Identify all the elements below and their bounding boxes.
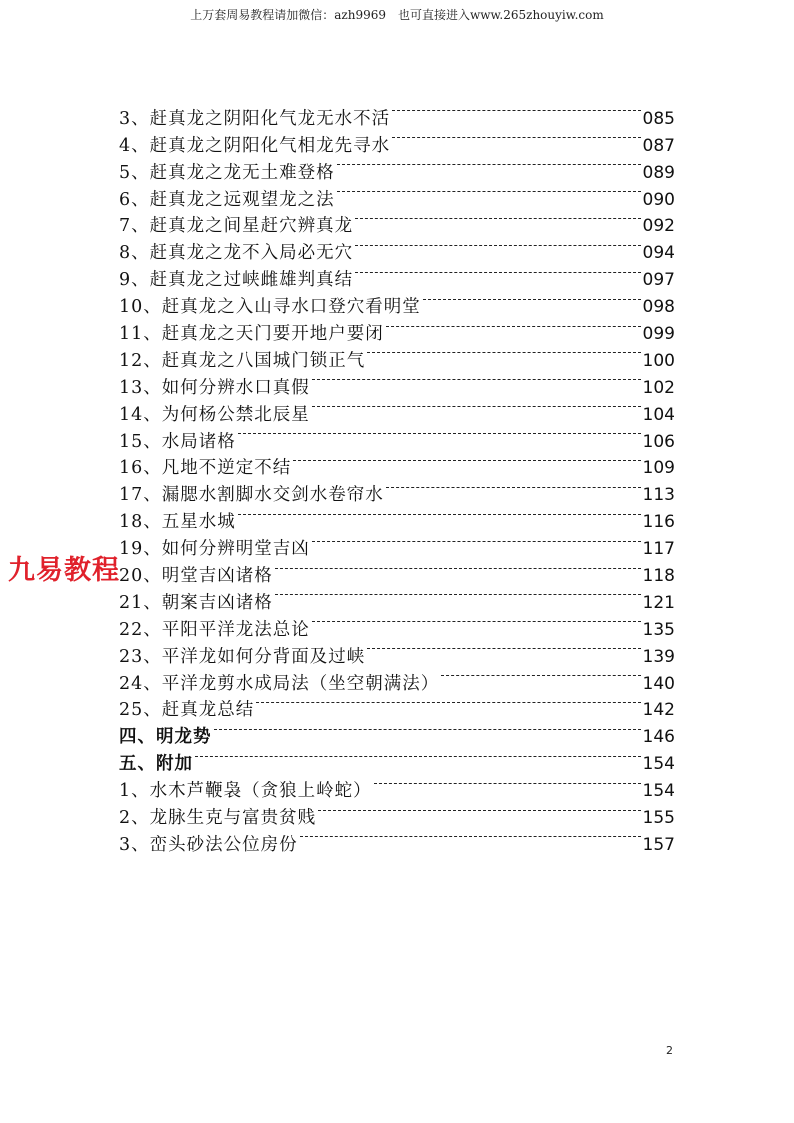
toc-entry-page: 102 <box>642 377 675 398</box>
toc-leader-dashes <box>337 178 641 205</box>
toc-leader-dashes <box>355 231 640 258</box>
toc-entry-title: 8、赶真龙之龙不入局必无穴 <box>119 243 354 264</box>
toc-leader-dashes <box>374 769 641 796</box>
toc-leader-dashes <box>423 285 641 312</box>
toc-entry-page: 109 <box>642 458 675 479</box>
toc-entry-title: 3、峦头砂法公位房份 <box>119 834 298 855</box>
watermark-logo: 九易教程 <box>8 555 120 586</box>
toc-entry-title: 19、如何分辨明堂吉凶 <box>119 539 310 560</box>
toc-entry-title: 17、漏腮水割脚水交剑水卷帘水 <box>119 485 384 506</box>
toc-leader-dashes <box>441 662 640 689</box>
toc-entry-page: 139 <box>642 646 675 667</box>
page-number: 2 <box>666 1044 673 1057</box>
toc-leader-dashes <box>367 339 640 366</box>
toc-entry-page: 113 <box>642 485 675 506</box>
toc-entry-page: 087 <box>642 135 675 156</box>
toc-entry-title: 3、赶真龙之阴阳化气龙无水不活 <box>119 108 391 129</box>
toc-entry-page: 092 <box>642 216 675 237</box>
toc-entry-page: 157 <box>642 834 675 855</box>
toc-leader-dashes <box>214 715 641 742</box>
toc-entry-title: 16、凡地不逆定不结 <box>119 458 292 479</box>
toc-leader-dashes <box>312 366 641 393</box>
toc-entry-title: 23、平洋龙如何分背面及过峡 <box>119 646 366 667</box>
toc-entry-page: 097 <box>642 270 675 291</box>
toc-entry-page: 089 <box>642 162 675 183</box>
toc-entry-page: 104 <box>642 404 675 425</box>
toc-entry <box>119 769 675 802</box>
toc-leader-dashes <box>300 823 641 850</box>
toc-entry-title: 1、水木芦鞭袅（贪狼上岭蛇） <box>119 781 372 802</box>
toc-leader-dashes <box>367 635 640 662</box>
toc-entry-title: 9、赶真龙之过峡雌雄判真结 <box>119 270 354 291</box>
toc-entry-page: 106 <box>642 431 675 452</box>
toc-entry-page: 085 <box>642 108 675 129</box>
toc-leader-dashes <box>312 527 641 554</box>
toc-entry-title: 20、明堂吉凶诸格 <box>119 566 273 587</box>
page-header: 上万套周易教程请加微信：azh9969 也可直接进入www.265zhouyiw.com <box>190 8 604 22</box>
toc-entry-title: 五、附加 <box>119 754 193 775</box>
toc-entry-page: 117 <box>642 539 675 560</box>
toc-entry-page: 142 <box>642 700 675 721</box>
toc-entry-page: 099 <box>642 324 675 345</box>
toc-entry-title: 6、赶真龙之远观望龙之法 <box>119 189 335 210</box>
toc-entry-title: 2、龙脉生克与富贵贫贱 <box>119 808 317 829</box>
toc-leader-dashes <box>386 312 641 339</box>
toc-entry-title: 24、平洋龙剪水成局法（坐空朝满法） <box>119 673 440 694</box>
toc-leader-dashes <box>256 689 640 716</box>
toc-leader-dashes <box>355 258 640 285</box>
toc-leader-dashes <box>275 581 641 608</box>
toc-entry-title: 12、赶真龙之八国城门锁正气 <box>119 350 366 371</box>
toc-entry-page: 154 <box>642 781 675 802</box>
toc-entry-title: 21、朝案吉凶诸格 <box>119 592 273 613</box>
toc-entry <box>119 97 675 129</box>
toc-entry-page: 094 <box>642 243 675 264</box>
toc-entry-title: 25、赶真龙总结 <box>119 700 255 721</box>
toc-leader-dashes <box>238 500 641 527</box>
toc-leader-dashes <box>312 608 641 635</box>
toc-entry-page: 116 <box>642 512 675 533</box>
toc-entry-page: 146 <box>642 727 675 748</box>
toc-entry-page: 121 <box>642 592 675 613</box>
toc-entry-title: 18、五星水城 <box>119 512 236 533</box>
toc-leader-dashes <box>392 124 640 151</box>
toc-entry-page: 135 <box>642 619 675 640</box>
toc-leader-dashes <box>238 420 641 447</box>
toc-entry-title: 7、赶真龙之间星赶穴辨真龙 <box>119 216 354 237</box>
toc-entry-title: 5、赶真龙之龙无土难登格 <box>119 162 335 183</box>
toc-entry-page: 154 <box>642 754 675 775</box>
toc-leader-dashes <box>392 97 640 124</box>
toc-entry-page: 100 <box>642 350 675 371</box>
toc-entry-page: 098 <box>642 297 675 318</box>
toc-leader-dashes <box>337 151 641 178</box>
toc-leader-dashes <box>293 447 640 474</box>
toc-entry-title: 13、如何分辨水口真假 <box>119 377 310 398</box>
toc-entry-title: 22、平阳平洋龙法总论 <box>119 619 310 640</box>
toc-entry-title: 14、为何杨公禁北辰星 <box>119 404 310 425</box>
toc-entry-page: 118 <box>642 566 675 587</box>
toc-leader-dashes <box>195 742 641 769</box>
table-of-contents <box>119 97 675 855</box>
toc-entry-title: 15、水局诸格 <box>119 431 236 452</box>
toc-entry-page: 140 <box>642 673 675 694</box>
toc-leader-dashes <box>318 796 640 823</box>
toc-leader-dashes <box>386 473 641 500</box>
toc-entry-title: 10、赶真龙之入山寻水口登穴看明堂 <box>119 297 421 318</box>
toc-entry-page: 155 <box>642 808 675 829</box>
toc-entry <box>119 742 675 775</box>
toc-leader-dashes <box>355 205 640 232</box>
toc-leader-dashes <box>275 554 641 581</box>
toc-entry-page: 090 <box>642 189 675 210</box>
toc-entry-title: 4、赶真龙之阴阳化气相龙先寻水 <box>119 135 391 156</box>
toc-leader-dashes <box>312 393 641 420</box>
toc-entry-title: 四、明龙势 <box>119 727 212 748</box>
toc-entry-title: 11、赶真龙之天门要开地户要闭 <box>119 324 384 345</box>
